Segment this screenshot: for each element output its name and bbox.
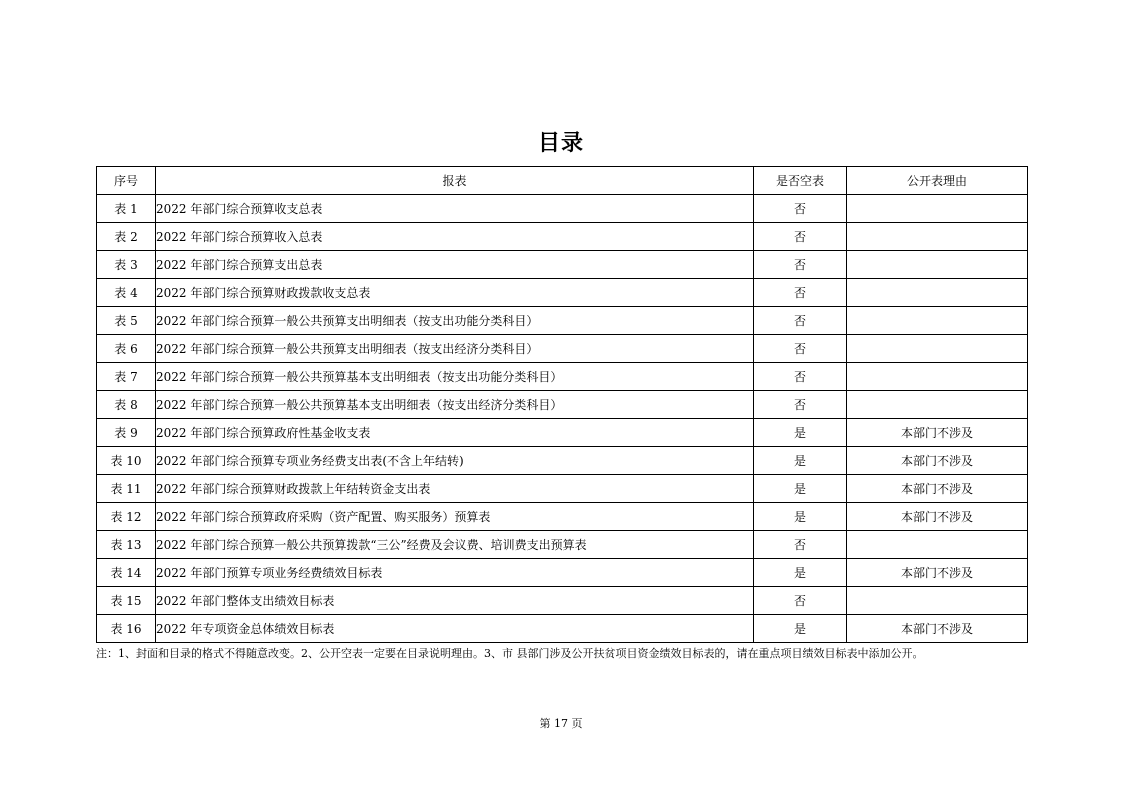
table-row xyxy=(97,419,1028,447)
toc-table xyxy=(96,166,1028,643)
row-is-empty: 否 xyxy=(754,195,847,223)
row-is-empty: 否 xyxy=(754,251,847,279)
row-is-empty: 否 xyxy=(754,279,847,307)
row-reason xyxy=(847,223,1028,251)
page-title: 目录 xyxy=(537,131,584,156)
table-row xyxy=(97,363,1028,391)
row-report: 2022 年部门综合预算一般公共预算支出明细表（按支出功能分类科目） xyxy=(156,307,754,335)
table-row xyxy=(97,251,1028,279)
row-is-empty: 否 xyxy=(754,363,847,391)
row-seq: 表 6 xyxy=(97,335,156,363)
row-seq: 表 14 xyxy=(97,559,156,587)
row-report: 2022 年部门综合预算财政拨款收支总表 xyxy=(156,279,754,307)
row-seq: 表 10 xyxy=(97,447,156,475)
row-is-empty: 是 xyxy=(754,615,847,643)
row-reason: 本部门不涉及 xyxy=(847,559,1028,587)
table-header-row xyxy=(97,167,1028,195)
row-reason xyxy=(847,307,1028,335)
row-is-empty: 否 xyxy=(754,307,847,335)
row-report: 2022 年部门综合预算支出总表 xyxy=(156,251,754,279)
row-reason xyxy=(847,251,1028,279)
row-seq: 表 11 xyxy=(97,475,156,503)
header-report: 报表 xyxy=(156,167,754,195)
row-report: 2022 年部门综合预算政府采购（资产配置、购买服务）预算表 xyxy=(156,503,754,531)
row-is-empty: 是 xyxy=(754,419,847,447)
row-reason xyxy=(847,335,1028,363)
row-report: 2022 年部门综合预算一般公共预算支出明细表（按支出经济分类科目） xyxy=(156,335,754,363)
row-is-empty: 是 xyxy=(754,559,847,587)
row-is-empty: 否 xyxy=(754,335,847,363)
table-row xyxy=(97,447,1028,475)
table-row xyxy=(97,279,1028,307)
table-body xyxy=(97,195,1028,643)
row-report: 2022 年部门综合预算一般公共预算基本支出明细表（按支出功能分类科目） xyxy=(156,363,754,391)
table-row xyxy=(97,475,1028,503)
table-row xyxy=(97,531,1028,559)
row-report: 2022 年部门综合预算一般公共预算基本支出明细表（按支出经济分类科目） xyxy=(156,391,754,419)
footnote: 注：1、封面和目录的格式不得随意改变。2、公开空表一定要在目录说明理由。3、市 县部门涉及公开扶贫项目资金绩效目标表的，请在重点项目绩效目标表中添加公开。 xyxy=(96,647,924,660)
row-seq: 表 8 xyxy=(97,391,156,419)
row-report: 2022 年部门综合预算政府性基金收支表 xyxy=(156,419,754,447)
row-reason xyxy=(847,531,1028,559)
row-reason: 本部门不涉及 xyxy=(847,419,1028,447)
row-reason: 本部门不涉及 xyxy=(847,503,1028,531)
row-is-empty: 是 xyxy=(754,447,847,475)
row-report: 2022 年部门综合预算收支总表 xyxy=(156,195,754,223)
row-reason xyxy=(847,195,1028,223)
row-seq: 表 3 xyxy=(97,251,156,279)
page-number: 第 17 页 xyxy=(539,717,583,730)
row-seq: 表 16 xyxy=(97,615,156,643)
row-reason xyxy=(847,279,1028,307)
row-reason xyxy=(847,363,1028,391)
row-report: 2022 年部门综合预算专项业务经费支出表(不含上年结转) xyxy=(156,447,754,475)
row-is-empty: 否 xyxy=(754,391,847,419)
row-seq: 表 15 xyxy=(97,587,156,615)
table-row xyxy=(97,195,1028,223)
row-is-empty: 是 xyxy=(754,503,847,531)
table-row xyxy=(97,335,1028,363)
row-reason: 本部门不涉及 xyxy=(847,447,1028,475)
row-report: 2022 年专项资金总体绩效目标表 xyxy=(156,615,754,643)
table-row xyxy=(97,307,1028,335)
row-seq: 表 12 xyxy=(97,503,156,531)
row-reason: 本部门不涉及 xyxy=(847,475,1028,503)
row-is-empty: 否 xyxy=(754,223,847,251)
header-is-empty: 是否空表 xyxy=(754,167,847,195)
table-row xyxy=(97,615,1028,643)
row-report: 2022 年部门整体支出绩效目标表 xyxy=(156,587,754,615)
row-report: 2022 年部门预算专项业务经费绩效目标表 xyxy=(156,559,754,587)
table-row xyxy=(97,587,1028,615)
table-row xyxy=(97,559,1028,587)
row-seq: 表 13 xyxy=(97,531,156,559)
row-seq: 表 4 xyxy=(97,279,156,307)
table-row xyxy=(97,223,1028,251)
row-seq: 表 9 xyxy=(97,419,156,447)
row-seq: 表 5 xyxy=(97,307,156,335)
row-reason xyxy=(847,391,1028,419)
row-seq: 表 1 xyxy=(97,195,156,223)
header-reason: 公开表理由 xyxy=(847,167,1028,195)
row-report: 2022 年部门综合预算一般公共预算拨款“三公”经费及会议费、培训费支出预算表 xyxy=(156,531,754,559)
row-seq: 表 7 xyxy=(97,363,156,391)
row-reason xyxy=(847,587,1028,615)
row-is-empty: 否 xyxy=(754,587,847,615)
row-reason: 本部门不涉及 xyxy=(847,615,1028,643)
row-seq: 表 2 xyxy=(97,223,156,251)
header-seq: 序号 xyxy=(97,167,156,195)
table-row xyxy=(97,391,1028,419)
row-is-empty: 否 xyxy=(754,531,847,559)
row-is-empty: 是 xyxy=(754,475,847,503)
table-row xyxy=(97,503,1028,531)
row-report: 2022 年部门综合预算财政拨款上年结转资金支出表 xyxy=(156,475,754,503)
row-report: 2022 年部门综合预算收入总表 xyxy=(156,223,754,251)
